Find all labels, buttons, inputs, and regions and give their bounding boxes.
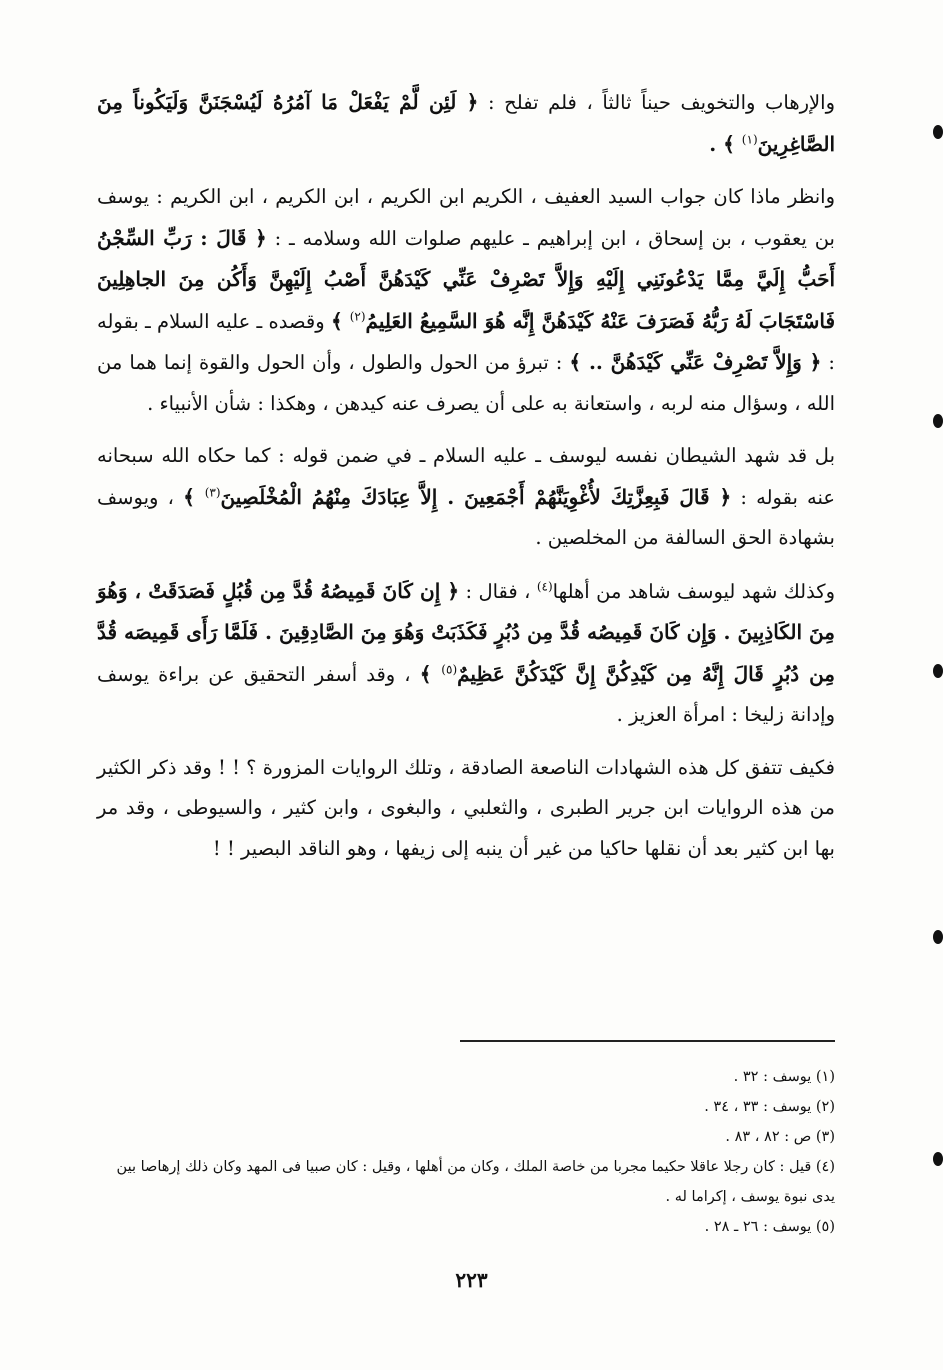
text-run: بل قد شهد الشيطان نفسه ليوسف ـ عليه السلام ـ في ضمن قوله : كما حكاه الله سبحانه عنه بقوله : (97, 444, 836, 509)
paragraph (97, 82, 835, 165)
footnote: (٢) يوسف : ٣٣ ، ٣٤ . (704, 1099, 835, 1115)
margin-mark (933, 1152, 943, 1166)
margin-mark (933, 125, 943, 139)
paragraph (97, 177, 835, 424)
quran-quote: ﴾ (330, 308, 350, 333)
footnote: (١) يوسف : ٣٢ . (733, 1069, 835, 1085)
footnote-reference: (٢) (349, 309, 366, 323)
text-run: وقصده ـ عليه السلام ـ بقوله : (97, 309, 835, 374)
text-run: فكيف تتفق كل هذه الشهادات الناصعة الصادقة ، وتلك الروايات المزورة ؟ ! ! وقد ذكر الكثير من هذه الروايات ابن جرير الطبرى ، والثعلبي ، والبغوى ، وابن كثير ، والسيوطى ، وقد مر بها ابن كثير بعد أن نقلها حاكيا من غير أن ينبه إلى زيفها ، وهو الناقد البصير ! ! (97, 755, 835, 860)
footnote-reference: (٣) (204, 485, 221, 499)
quran-quote: ﴿ وَإِلاَّ تَصْرِفْ عَنِّي كَيْدَهُنَّ .. ﴾ (569, 350, 822, 374)
quran-quote: ﴿ قَالَ فَبِعِزَّتِكَ لأُغْوِيَنَّهُمْ أَجْمَعِينَ . إِلاَّ عِبَادَكَ مِنْهُمُ الْمُخْلَصِينَ (220, 484, 732, 509)
quran-quote: ﴾ (183, 484, 205, 509)
margin-mark (933, 664, 943, 678)
quran-quote: ﴾ . (709, 131, 742, 156)
text-run: ، وقد أسفر التحقيق عن براءة يوسف وإدانة زليخا : امرأة العزيز . (97, 662, 835, 726)
footnote: (٣) ص : ٨٢ ، ٨٣ . (725, 1129, 835, 1145)
paragraph (97, 436, 835, 559)
quran-quote: ﴾ (419, 661, 442, 686)
footnote: (٥) يوسف : ٢٦ ـ ٢٨ . (704, 1219, 835, 1235)
page-number: ٢٢٣ (455, 1268, 488, 1292)
footnote-divider (460, 1040, 835, 1042)
text-run: والإرهاب والتخويف حيناً ثالثاً ، فلم تفلح : (478, 91, 835, 114)
text-run: ، فقال : (459, 579, 537, 603)
paragraph (97, 571, 835, 736)
margin-mark (933, 930, 943, 944)
footnote-reference: (٤) (536, 579, 553, 593)
quran-quote: ﴿ لَئِن لَّمْ يَفْعَلْ مَا آمُرُهُ لَيُسْجَنَنَّ وَلَيَكُوناً مِنَ الصَّاغِرِينَ (97, 90, 835, 156)
footnote-reference: (٥) (441, 662, 458, 676)
text-run: : تبرؤ من الحول والطول ، وأن الحول والقوة إنما هما من الله ، وسؤال منه لربه ، واستعانة به على أن يصرف عنه كيدهن ، وهكذا : شأن الأنبياء . (97, 351, 835, 415)
main-text (97, 82, 835, 881)
quran-quote: ﴿ إِن كَانَ قَمِيصُهُ قُدَّ مِن قُبُلٍ فَصَدَقَتْ ، وَهُوَ مِنَ الكَاذِبِينَ . وَإِن كَانَ قَمِيصُه قُدَّ مِن دُبُرٍ فَكَذَبَتْ وَهُوَ مِنَ الصَّادِقِينَ . فَلَمَّا رَأَى قَمِيصَه قُدَّ مِن دُبُرٍ قَالَ إِنَّهُ مِن كَيْدِكُنَّ إِنَّ كَيْدَكُنَّ عَظِيمٌ (97, 578, 835, 686)
text-run: ، ويوسف بشهادة الحق السالفة من المخلصين . (97, 485, 835, 549)
text-run: وكذلك شهد ليوسف شاهد من أهلها (552, 579, 836, 603)
footnote-reference: (١) (741, 132, 758, 146)
text-run: وانظر ماذا كان جواب السيد العفيف ، الكريم ابن الكريم ، ابن الكريم ، ابن الكريم : يوسف بن يعقوب ، بن إسحاق ، ابن إبراهيم ـ عليهم صلوات الله وسلامه ـ : (97, 185, 835, 250)
footnotes (97, 1062, 835, 1242)
margin-mark (933, 414, 943, 428)
paragraph (97, 748, 835, 870)
footnote: (٤) قيل : كان رجلا عاقلا حكيما مجربا من خاصة الملك ، وكان من أهلها ، وقيل : كان صبيا فى المهد وكان ذلك إرهاصا بين يدى نبوة يوسف ، إكراما له . (116, 1159, 835, 1205)
quran-quote: ﴿ قَالَ : رَبِّ السِّجْنُ أَحَبُّ إِلَيَّ مِمَّا يَدْعُونَنِي إِلَيْهِ وَإِلاَّ تَصْرِفْ عَنِّي كَيْدَهُنَّ أَصْبُ إِلَيْهِنَّ وَأَكُن مِنَ الجاهِلِينَ فَاسْتَجَابَ لَهُ رَبُّهُ فَصَرَفَ عَنْهُ كَيْدَهُنَّ إِنَّه هُوَ السَّمِيعُ العَلِيمُ (97, 225, 836, 333)
